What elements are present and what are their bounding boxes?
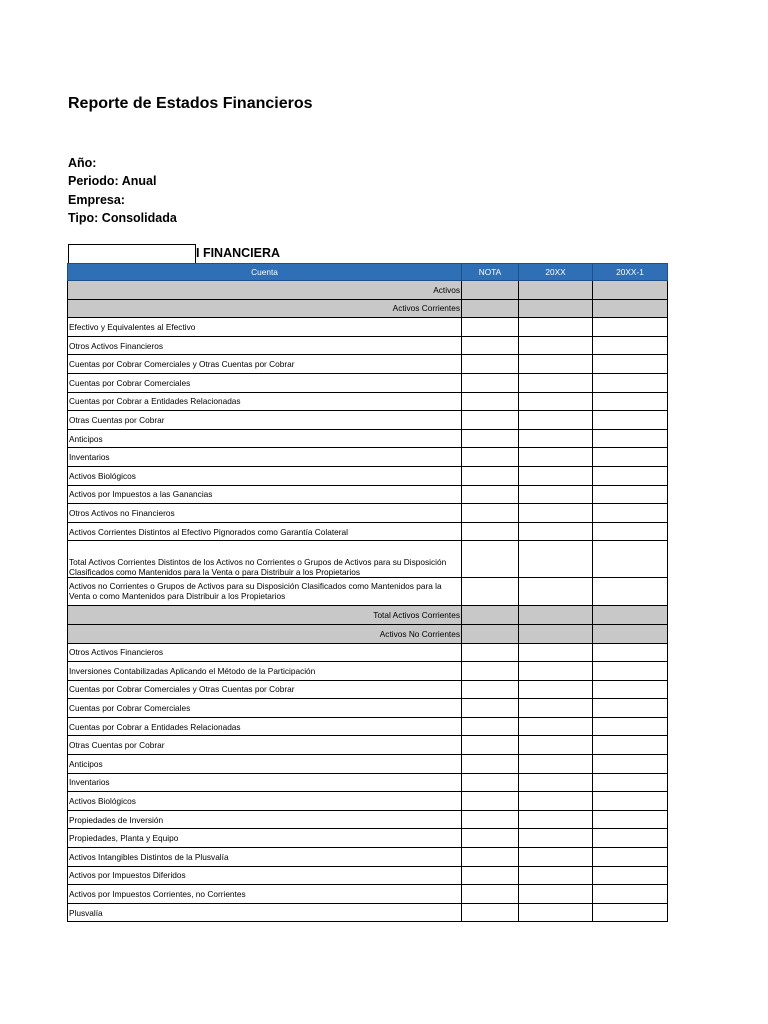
- table-row: [68, 466, 668, 485]
- prev-year-cell[interactable]: [593, 680, 668, 699]
- nota-cell[interactable]: [462, 392, 519, 411]
- nota-cell[interactable]: [462, 485, 519, 504]
- prev-year-cell[interactable]: [593, 336, 668, 355]
- prev-year-cell[interactable]: [593, 429, 668, 448]
- nota-cell[interactable]: [462, 829, 519, 848]
- nota-cell[interactable]: [462, 578, 519, 606]
- nota-cell[interactable]: [462, 281, 519, 300]
- prev-year-cell[interactable]: [593, 373, 668, 392]
- table-row: [68, 485, 668, 504]
- nota-cell[interactable]: [462, 662, 519, 681]
- table-row: [68, 281, 668, 300]
- row-label[interactable]: Inventarios: [68, 448, 462, 467]
- current-year-cell[interactable]: [519, 792, 593, 811]
- nota-cell[interactable]: [462, 736, 519, 755]
- table-row: [68, 624, 668, 643]
- row-label[interactable]: Activos no Corrientes o Grupos de Activos para su Disposición Clasificados como Mantenidos para la Venta o como Mantenidos para Distribuir a los Propietarios: [68, 578, 462, 606]
- nota-cell[interactable]: [462, 755, 519, 774]
- table-row: [68, 522, 668, 541]
- nota-cell[interactable]: [462, 429, 519, 448]
- header-cuenta: Cuenta: [68, 264, 462, 281]
- row-label[interactable]: Activos Corrientes Distintos al Efectivo Pignorados como Garantía Colateral: [68, 522, 462, 541]
- current-year-cell[interactable]: [519, 318, 593, 337]
- row-label[interactable]: Otros Activos no Financieros: [68, 504, 462, 523]
- prev-year-cell[interactable]: [593, 504, 668, 523]
- table-row: [68, 606, 668, 625]
- row-label[interactable]: Plusvalía: [68, 903, 462, 922]
- nota-cell[interactable]: [462, 643, 519, 662]
- table-row: [68, 717, 668, 736]
- current-year-cell[interactable]: [519, 662, 593, 681]
- table-row: [68, 504, 668, 523]
- current-year-cell[interactable]: [519, 541, 593, 578]
- nota-cell[interactable]: [462, 411, 519, 430]
- prev-year-cell[interactable]: [593, 903, 668, 922]
- prev-year-cell[interactable]: [593, 448, 668, 467]
- nota-cell[interactable]: [462, 522, 519, 541]
- current-year-cell[interactable]: [519, 606, 593, 625]
- table-body: [68, 281, 668, 922]
- current-year-cell[interactable]: [519, 848, 593, 867]
- meta-company: Empresa:: [68, 192, 125, 207]
- prev-year-cell[interactable]: [593, 281, 668, 300]
- row-label[interactable]: Efectivo y Equivalentes al Efectivo: [68, 318, 462, 337]
- current-year-cell[interactable]: [519, 624, 593, 643]
- prev-year-cell[interactable]: [593, 848, 668, 867]
- row-label[interactable]: Otros Activos Financieros: [68, 336, 462, 355]
- table-row: [68, 373, 668, 392]
- table-row: [68, 411, 668, 430]
- prev-year-cell[interactable]: [593, 717, 668, 736]
- row-label[interactable]: Anticipos: [68, 429, 462, 448]
- report-title: Reporte de Estados Financieros: [68, 95, 313, 112]
- prev-year-cell[interactable]: [593, 578, 668, 606]
- current-year-cell[interactable]: [519, 373, 593, 392]
- table-row: [68, 885, 668, 904]
- table-row: [68, 318, 668, 337]
- prev-year-cell[interactable]: [593, 885, 668, 904]
- table-row: [68, 662, 668, 681]
- table-row: [68, 903, 668, 922]
- header-nota: NOTA: [462, 264, 519, 281]
- current-year-cell[interactable]: [519, 643, 593, 662]
- section-title: I FINANCIERA: [196, 246, 281, 260]
- prev-year-cell[interactable]: [593, 299, 668, 318]
- table-row: [68, 810, 668, 829]
- nota-cell[interactable]: [462, 810, 519, 829]
- nota-cell[interactable]: [462, 336, 519, 355]
- row-label[interactable]: Activos Biológicos: [68, 466, 462, 485]
- report-meta: [68, 154, 177, 227]
- nota-cell[interactable]: [462, 373, 519, 392]
- nota-cell[interactable]: [462, 299, 519, 318]
- nota-cell[interactable]: [462, 680, 519, 699]
- table-row: [68, 755, 668, 774]
- table-row: [68, 578, 668, 606]
- prev-year-cell[interactable]: [593, 773, 668, 792]
- current-year-cell[interactable]: [519, 448, 593, 467]
- row-label[interactable]: Cuentas por Cobrar Comerciales y Otras Cuentas por Cobrar: [68, 355, 462, 374]
- prev-year-cell[interactable]: [593, 755, 668, 774]
- table-row: [68, 392, 668, 411]
- row-label[interactable]: Total Activos Corrientes Distintos de los Activos no Corrientes o Grupos de Activos para su Disposición Clasificados como Mantenidos para la Venta o para Distribuir a los Propietarios: [68, 541, 462, 578]
- row-label[interactable]: Inventarios: [68, 773, 462, 792]
- table-row: [68, 848, 668, 867]
- nota-cell[interactable]: [462, 792, 519, 811]
- meta-period: Periodo: Anual: [68, 174, 157, 189]
- nota-cell[interactable]: [462, 848, 519, 867]
- table-row: [68, 699, 668, 718]
- prev-year-cell[interactable]: [593, 355, 668, 374]
- prev-year-cell[interactable]: [593, 392, 668, 411]
- prev-year-cell[interactable]: [593, 699, 668, 718]
- current-year-cell[interactable]: [519, 699, 593, 718]
- row-label[interactable]: Cuentas por Cobrar a Entidades Relacionadas: [68, 392, 462, 411]
- prev-year-cell[interactable]: [593, 810, 668, 829]
- row-label[interactable]: Activos Intangibles Distintos de la Plusvalía: [68, 848, 462, 867]
- table-row: [68, 429, 668, 448]
- nota-cell[interactable]: [462, 466, 519, 485]
- prev-year-cell[interactable]: [593, 829, 668, 848]
- row-label[interactable]: Activos por Impuestos Diferidos: [68, 866, 462, 885]
- current-year-cell[interactable]: [519, 885, 593, 904]
- nota-cell[interactable]: [462, 903, 519, 922]
- row-label[interactable]: Cuentas por Cobrar Comerciales y Otras Cuentas por Cobrar: [68, 680, 462, 699]
- nota-cell[interactable]: [462, 885, 519, 904]
- row-label[interactable]: Cuentas por Cobrar Comerciales: [68, 373, 462, 392]
- table-row: [68, 448, 668, 467]
- table-row: [68, 736, 668, 755]
- header-year: 20XX: [519, 264, 593, 281]
- meta-type: Tipo: Consolidada: [68, 210, 177, 225]
- prev-year-cell[interactable]: [593, 792, 668, 811]
- row-label[interactable]: Otros Activos Financieros: [68, 643, 462, 662]
- current-year-cell[interactable]: [519, 717, 593, 736]
- nota-cell[interactable]: [462, 717, 519, 736]
- row-label[interactable]: Cuentas por Cobrar Comerciales: [68, 699, 462, 718]
- row-label[interactable]: Cuentas por Cobrar a Entidades Relacionadas: [68, 717, 462, 736]
- prev-year-cell[interactable]: [593, 606, 668, 625]
- current-year-cell[interactable]: [519, 485, 593, 504]
- nota-cell[interactable]: [462, 318, 519, 337]
- current-year-cell[interactable]: [519, 810, 593, 829]
- current-year-cell[interactable]: [519, 429, 593, 448]
- prev-year-cell[interactable]: [593, 411, 668, 430]
- current-year-cell[interactable]: [519, 680, 593, 699]
- row-label[interactable]: Otras Cuentas por Cobrar: [68, 411, 462, 430]
- current-year-cell[interactable]: [519, 504, 593, 523]
- current-year-cell[interactable]: [519, 578, 593, 606]
- prev-year-cell[interactable]: [593, 736, 668, 755]
- current-year-cell[interactable]: [519, 903, 593, 922]
- prev-year-cell[interactable]: [593, 643, 668, 662]
- table-row: [68, 336, 668, 355]
- nota-cell[interactable]: [462, 699, 519, 718]
- table-row: [68, 792, 668, 811]
- current-year-cell[interactable]: [519, 773, 593, 792]
- nota-cell[interactable]: [462, 606, 519, 625]
- current-year-cell[interactable]: [519, 466, 593, 485]
- prev-year-cell[interactable]: [593, 522, 668, 541]
- row-label[interactable]: Activos Biológicos: [68, 792, 462, 811]
- table-row: [68, 866, 668, 885]
- current-year-cell[interactable]: [519, 355, 593, 374]
- table-row: [68, 680, 668, 699]
- row-label[interactable]: Propiedades de Inversión: [68, 810, 462, 829]
- nota-cell[interactable]: [462, 624, 519, 643]
- current-year-cell[interactable]: [519, 281, 593, 300]
- current-year-cell[interactable]: [519, 336, 593, 355]
- current-year-cell[interactable]: [519, 866, 593, 885]
- current-year-cell[interactable]: [519, 392, 593, 411]
- table-row: [68, 299, 668, 318]
- row-label[interactable]: Activos Corrientes: [68, 299, 462, 318]
- row-label[interactable]: Activos: [68, 281, 462, 300]
- row-label[interactable]: Otras Cuentas por Cobrar: [68, 736, 462, 755]
- row-label[interactable]: Total Activos Corrientes: [68, 606, 462, 625]
- header-prev-year: 20XX-1: [593, 264, 668, 281]
- prev-year-cell[interactable]: [593, 466, 668, 485]
- financial-table: [67, 263, 668, 922]
- nota-cell[interactable]: [462, 504, 519, 523]
- nota-cell[interactable]: [462, 541, 519, 578]
- meta-year: Año:: [68, 156, 97, 170]
- current-year-cell[interactable]: [519, 736, 593, 755]
- table-row: [68, 541, 668, 578]
- nota-cell[interactable]: [462, 355, 519, 374]
- prev-year-cell[interactable]: [593, 485, 668, 504]
- row-label[interactable]: Anticipos: [68, 755, 462, 774]
- row-label[interactable]: Propiedades, Planta y Equipo: [68, 829, 462, 848]
- current-year-cell[interactable]: [519, 411, 593, 430]
- row-label[interactable]: Inversiones Contabilizadas Aplicando el Método de la Participación: [68, 662, 462, 681]
- prev-year-cell[interactable]: [593, 624, 668, 643]
- table-row: [68, 773, 668, 792]
- table-header-row: [68, 264, 668, 281]
- current-year-cell[interactable]: [519, 829, 593, 848]
- prev-year-cell[interactable]: [593, 866, 668, 885]
- table-row: [68, 643, 668, 662]
- nota-cell[interactable]: [462, 448, 519, 467]
- prev-year-cell[interactable]: [593, 662, 668, 681]
- prev-year-cell[interactable]: [593, 541, 668, 578]
- row-label[interactable]: Activos por Impuestos Corrientes, no Corrientes: [68, 885, 462, 904]
- prev-year-cell[interactable]: [593, 318, 668, 337]
- table-row: [68, 829, 668, 848]
- table-row: [68, 355, 668, 374]
- current-year-cell[interactable]: [519, 755, 593, 774]
- nota-cell[interactable]: [462, 866, 519, 885]
- row-label[interactable]: Activos por Impuestos a las Ganancias: [68, 485, 462, 504]
- row-label[interactable]: Activos No Corrientes: [68, 624, 462, 643]
- current-year-cell[interactable]: [519, 299, 593, 318]
- current-year-cell[interactable]: [519, 522, 593, 541]
- nota-cell[interactable]: [462, 773, 519, 792]
